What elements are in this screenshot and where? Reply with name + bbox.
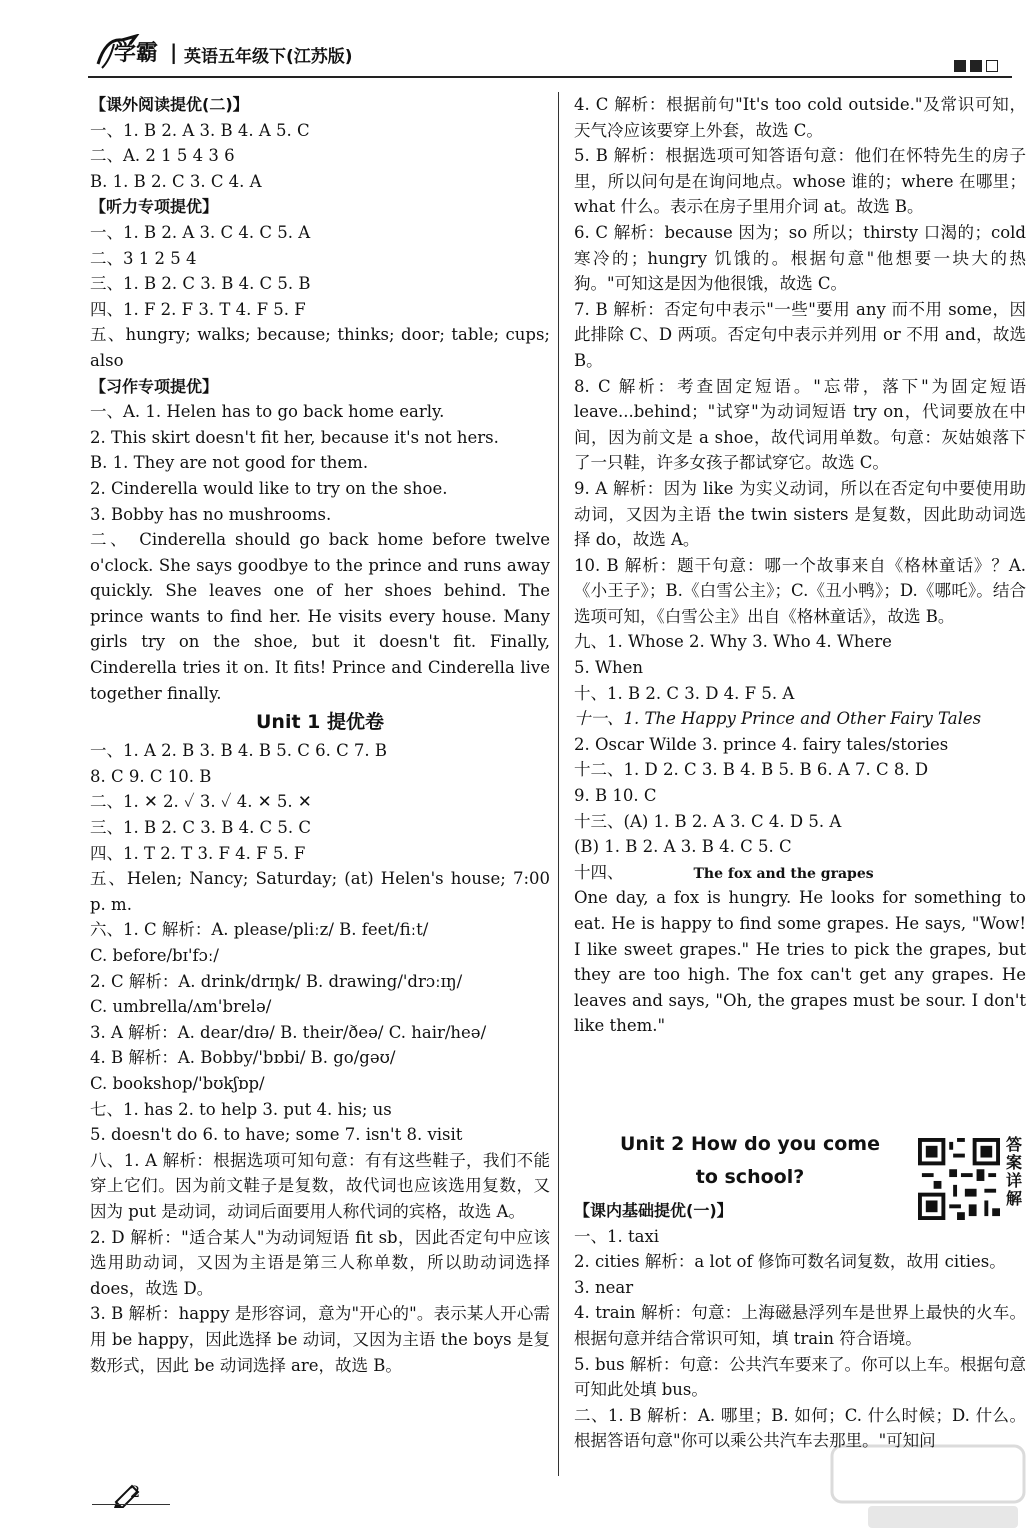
right-line [574,885,1026,1039]
left-line [90,399,550,425]
left-line-text: 三、1. B 2. C 3. B 4. C 5. C [90,818,312,838]
left-line [90,841,550,867]
left-line-text: 二、3 1 2 5 4 [90,248,197,268]
left-line-text: C. umbrella/ʌm'brelə/ [90,997,272,1017]
right-line-text: 十一、1. The Happy Prince and Other Fairy Tales [574,709,982,729]
left-line-text: 8. C 9. C 10. B [90,766,212,786]
right-line [574,834,1026,860]
left-line [90,194,550,220]
left-line-text: 八、1. A 解析：根据选项可知句意：有有这些鞋子，我们不能穿上它们。因为前文鞋子是复数，故代词也应该选用复数，又因为 put 是动词，动词后面要用人称代词的宾格，故选 A。 [90,1150,550,1221]
right-line-text: 5. B 解析：根据选项可知答语句意：他们在怀特先生的房子里，所以问句是在询问地点。whose 谁的；where 在哪里；what 什么。表示在房子里用介词 at。故选 B。 [574,146,1026,217]
right-line-text: 十、1. B 2. C 3. D 4. F 5. A [574,683,795,703]
left-line-text: 一、1. B 2. A 3. B 4. A 5. C [90,120,310,140]
right-line [574,476,1026,553]
header-separator: | [170,40,178,64]
left-line-text: C. bookshop/'bʊkʃɒp/ [90,1073,265,1093]
left-line-text: B. 1. B 2. C 3. C 4. A [90,171,262,191]
left-line [90,1301,550,1378]
left-line [90,322,550,373]
left-line-text: 2. C 解析：A. drink/drɪŋk/ B. drawing/'drɔːɪŋ/ [90,971,463,991]
left-line-text: 【听力专项提优】 [90,197,219,217]
unit2-title-line1: Unit 2 How do you come [620,1133,880,1155]
left-line [90,143,550,169]
right-line-text: 十三、(A) 1. B 2. A 3. C 4. D 5. A [574,811,842,831]
left-line-text: 3. Bobby has no mushrooms. [90,504,332,524]
left-line [90,271,550,297]
left-line [90,297,550,323]
right-line [574,757,1026,783]
left-line-text: 【习作专项提优】 [90,376,219,396]
left-line [90,92,550,118]
right-line [574,374,1026,476]
left-line [90,1122,550,1148]
book-title: 英语五年级下(江苏版) [184,47,353,67]
left-line [90,374,550,400]
left-line [90,943,550,969]
right-line [574,809,1026,835]
left-line-text: 七、1. has 2. to help 3. put 4. his; us [90,1099,392,1119]
left-line [90,220,550,246]
header-rule [88,76,1012,78]
left-line-text: 2. This skirt doesn't fit her, because it's not hers. [90,427,499,447]
right-column-bottom [574,1198,1026,1454]
page-header [88,30,1028,80]
right-bottom-line: 二、1. B 解析：A. 哪里；B. 如何；C. 什么时候；D. 什么。根据答语句意"你可以乘公共汽车去那里。"可知问 [574,1405,1026,1451]
page-number: 2 [130,1482,141,1501]
unit2-title-line2: to school? [695,1166,805,1188]
left-line-text: 二、 Cinderella should go back home before twelve o'clock. She says goodbye to the prince and runs away quickly. She leaves one of her shoes behind. The prince wants to find her. He visits every house. Many girls try on the shoe, but it doesn't fit. Finally, Cinderella tries it on. It fits! Prince and Cinderella live together finally. [90,530,550,703]
left-line-text: C. before/bɪ'fɔː/ [90,946,219,965]
left-line-text: 六、1. C 解析：A. please/pliːz/ B. feet/fiːt/ [90,920,429,940]
left-line-text: 3. A 解析：A. dear/dɪə/ B. their/ðeə/ C. hair/heə/ [90,1022,487,1042]
column-divider [558,92,559,1476]
left-line [90,789,550,815]
left-line [90,815,550,841]
left-line [90,502,550,528]
right-bottom-line: 5. bus 解析：句意：公共汽车要来了。你可以上车。根据句意可知此处填 bus。 [574,1354,1026,1400]
left-line [90,738,550,764]
left-line [90,866,550,917]
left-line [90,1020,550,1046]
left-line [90,246,550,272]
left-line [90,1097,550,1123]
right-line-text: 4. C 解析：根据前句"It's too cold outside."及常识可知，天气冷应该要穿上外套，故选 C。 [574,95,1026,140]
left-line-text: 2. D 解析："适合某人"为动词短语 fit sb，因此否定句中应该选用助动词，又因为主语是第三人称单数，所以助动词选择 does，故选 D。 [90,1227,550,1298]
left-line-text: 【课外阅读提优(二)】 [90,95,249,114]
left-line [90,994,550,1020]
right-line [574,143,1026,220]
right-bottom-line: 一、1. taxi [574,1226,660,1246]
right-line [574,655,1026,681]
right-line-text: One day, a fox is hungry. He looks for something to eat. He is happy to find some grapes. He says, "Wow! I like sweet grapes." He tries to pick the grapes, but they are too high. The fox can't get any grapes. He leaves and says, "Oh, the grapes must be sour. I don't like them." [574,888,1026,1036]
right-line [574,732,1026,758]
left-line-text: 一、A. 1. Helen has to go back home early. [90,402,445,422]
right-line-text: 九、1. Whose 2. Why 3. Who 4. Where [574,632,892,652]
left-line-text: 5. doesn't do 6. to have; some 7. isn't 8. visit [90,1125,463,1145]
right-line-text: 8. C 解析：考查固定短语。"忘带，落下"为固定短语 leave...behind；"试穿"为动词短语 try on，代词要放在中间，因为前文是 a shoe，故代词用单数。句意：灰姑娘落下了一只鞋，许多女孩子都试穿它。故选 C。 [574,376,1026,473]
left-line [90,118,550,144]
left-line-text: 2. Cinderella would like to try on the shoe. [90,478,448,498]
left-line-text: 二、A. 2 1 5 4 3 6 [90,146,235,166]
left-line [90,527,550,706]
left-line-text: 一、1. B 2. A 3. C 4. C 5. A [90,222,311,242]
right-line [574,92,1026,143]
story-title: The fox and the grapes [693,865,874,882]
left-line-text: Unit 1 提优卷 [256,711,384,734]
left-line-text: 一、1. A 2. B 3. B 4. B 5. C 6. C 7. B [90,741,388,761]
left-line [90,1225,550,1302]
right-line [574,783,1026,809]
left-column [90,92,550,1378]
left-line-text: 4. B 解析：A. Bobby/'bɒbi/ B. go/gəʊ/ [90,1048,396,1068]
header-squares-icon [954,60,998,72]
right-line-text: 十二、1. D 2. C 3. B 4. B 5. B 6. A 7. C 8. D [574,760,929,780]
left-line-text: 五、hungry; walks; because; thinks; door; table; cups; also [90,325,550,370]
unit2-title [600,1128,900,1194]
right-line-text: 6. C 解析：because 因为；so 所以；thirsty 口渴的；cold 寒冷的；hungry 饥饿的。根据句意"他想要一块大的热狗。"可知这是因为他很饿，故选 C。 [574,222,1026,294]
right-line-text: 7. B 解析：否定句中表示"一些"要用 any 而不用 some，因此排除 C、D 两项。否定句中表示并列用 or 不用 and，故选 B。 [574,299,1026,370]
left-line [90,708,550,736]
left-line-text: 二、1. ✕ 2. ✓ 3. ✓ 4. ✕ 5. ✕ [90,792,312,812]
right-line-text: 10. B 解析：题干句意：哪一个故事来自《格林童话》？A.《小王子》；B.《白雪公主》；C.《丑小鸭》；D.《哪吒》。结合选项可知，《白雪公主》出自《格林童话》，故选 B。 [574,555,1026,626]
right-column [574,92,1026,1039]
left-line-text: 四、1. F 2. F 3. T 4. F 5. F [90,299,306,319]
left-line-text: 三、1. B 2. C 3. B 4. C 5. B [90,274,311,294]
left-line [90,917,550,943]
right-bottom-line: 4. train 解析：句意：上海磁悬浮列车是世界上最快的火车。根据句意并结合常识可知，填 train 符合语境。 [574,1303,1026,1348]
right-line [574,860,1026,886]
right-line-text: 9. B 10. C [574,786,657,806]
right-line-text: 9. A 解析：因为 like 为实义动词，所以在否定句中要使用助动词，又因为主语 the twin sisters 是复数，因此助动词选择 do，故选 A。 [574,478,1026,550]
right-bottom-line: 2. cities 解析：a lot of 修饰可数名词复数，故用 cities。 [574,1252,1006,1272]
right-bottom-line: 【课内基础提优(一)】 [574,1201,733,1220]
left-line [90,1148,550,1225]
left-line [90,1071,550,1097]
left-line [90,450,550,476]
right-line [574,681,1026,707]
right-line [574,629,1026,655]
left-line [90,476,550,502]
left-line [90,425,550,451]
logo-text: 学霸 [114,41,159,66]
right-bottom-line: 3. near [574,1277,634,1297]
right-line [574,706,1026,732]
footer-rule [92,1504,170,1505]
left-line [90,169,550,195]
left-line [90,764,550,790]
left-line-text: 五、Helen; Nancy; Saturday; (at) Helen's house; 7:00 p. m. [90,869,550,914]
left-line [90,969,550,995]
right-line-text: 十四、 [574,862,624,882]
left-line-text: 四、1. T 2. T 3. F 4. F 5. F [90,843,306,863]
left-line-text: B. 1. They are not good for them. [90,453,369,473]
left-line-text: 3. B 解析：happy 是形容词，意为"开心的"。表示某人开心需用 be happy，因此选择 be 动词，又因为主语 the boys 是复数形式，因此 be 动词选择 are，故选 B。 [90,1304,550,1375]
right-line [574,297,1026,374]
right-line-text: 5. When [574,658,643,678]
left-line [90,1045,550,1071]
right-line [574,220,1026,297]
right-line-text: 2. Oscar Wilde 3. prince 4. fairy tales/stories [574,734,949,754]
right-line-text: (B) 1. B 2. A 3. B 4. C 5. C [574,837,792,857]
right-line [574,553,1026,630]
qr-side-text: 答案详解 [1006,1135,1023,1208]
